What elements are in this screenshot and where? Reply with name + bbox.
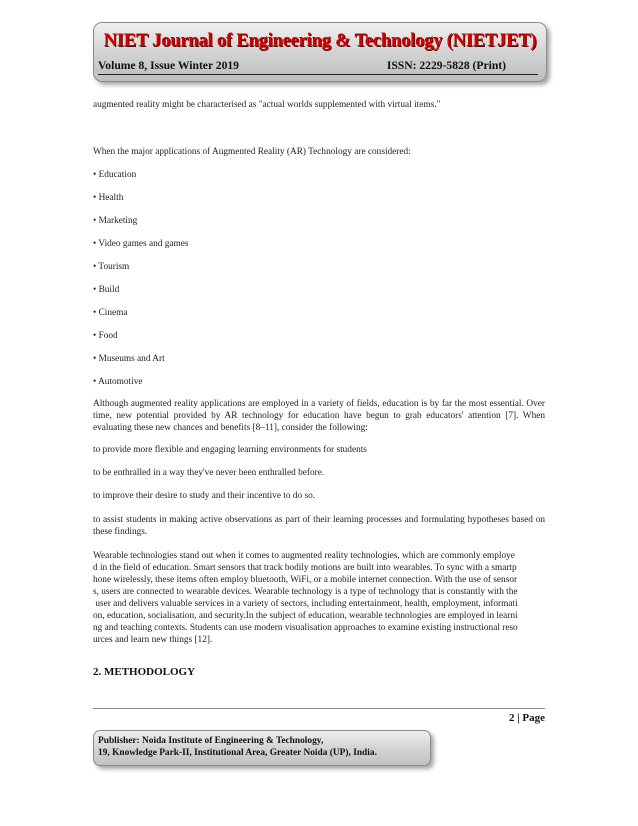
list-item-marketing: • Marketing xyxy=(93,216,138,226)
list-item-video-games: • Video games and games xyxy=(93,239,189,249)
intro-line: augmented reality might be characterised as "actual worlds supplemented with virtual items." xyxy=(93,100,441,110)
paragraph-wearables xyxy=(93,550,545,646)
wearable-line: s, users are connected to wearable devices. Wearable technology is a type of technology that is constantly with the xyxy=(93,587,518,597)
list-item-cinema: • Cinema xyxy=(93,308,128,318)
list-item-health: • Health xyxy=(93,193,124,203)
publisher-line-2: 19, Knowledge Park-II, Institutional Area, Greater Noida (UP), India. xyxy=(98,748,377,758)
journal-header xyxy=(93,22,547,82)
list-item-tourism: • Tourism xyxy=(93,262,130,272)
volume-issn-line xyxy=(98,59,538,75)
publisher-box xyxy=(93,730,431,766)
list-item-automotive: • Automotive xyxy=(93,377,143,387)
paragraph-education: Although augmented reality applications are employed in a variety of fields, education is by far the most essential. Over time, new potential provided by AR technology for education have begun to grab educators' attention [7]. When evaluating these new chances and benefits [8–11], consider the following: xyxy=(93,399,545,433)
wearable-line: urces and learn new things [12]. xyxy=(93,635,213,645)
wearable-line: d in the field of education. Smart sensors that track bodily motions are built into wearables. To sync with a smartp xyxy=(93,563,517,573)
wearable-line: hone wirelessly, these items often employ bluetooth, WiFi, or a mobile internet connection. With the use of sensor xyxy=(93,575,518,585)
publisher-line-1: Publisher: Noida Institute of Engineering & Technology, xyxy=(98,736,324,746)
page-number: 2 | Page xyxy=(508,712,545,724)
issn-label: ISSN: 2229-5828 (Print) xyxy=(386,59,506,72)
footer-divider xyxy=(93,708,545,709)
point-desire-to-study: to improve their desire to study and their incentive to do so. xyxy=(93,491,316,501)
wearable-line: Wearable technologies stand out when it comes to augmented reality technologies, which are commonly employe xyxy=(93,551,515,561)
section-heading-methodology: 2. METHODOLOGY xyxy=(93,666,196,678)
wearable-line: ng and teaching contexts. Students can use modern visualisation approaches to examine existing instructional reso xyxy=(93,623,518,633)
wearable-line: user and delivers valuable services in a variety of sectors, including entertainment, health, employment, informati xyxy=(93,599,518,609)
list-item-food: • Food xyxy=(93,331,118,341)
point-flexible-environments: to provide more flexible and engaging learning environments for students xyxy=(93,445,367,455)
list-item-education: • Education xyxy=(93,170,137,180)
volume-label: Volume 8, Issue Winter 2019 xyxy=(98,59,239,72)
applications-intro: When the major applications of Augmented Reality (AR) Technology are considered: xyxy=(93,147,411,157)
wearable-line: on, education, socialisation, and security.In the subject of education, wearable technologies are employed in learni xyxy=(93,611,518,621)
point-enthralled: to be enthralled in a way they've never been enthralled before. xyxy=(93,468,325,478)
list-item-museums-art: • Museums and Art xyxy=(93,354,165,364)
point-active-observations: to assist students in making active observations as part of their learning processes and formulating hypotheses based on these findings. xyxy=(93,515,545,537)
journal-title: NIET Journal of Engineering & Technology (NIETJET) xyxy=(103,31,537,51)
list-item-build: • Build xyxy=(93,285,120,295)
